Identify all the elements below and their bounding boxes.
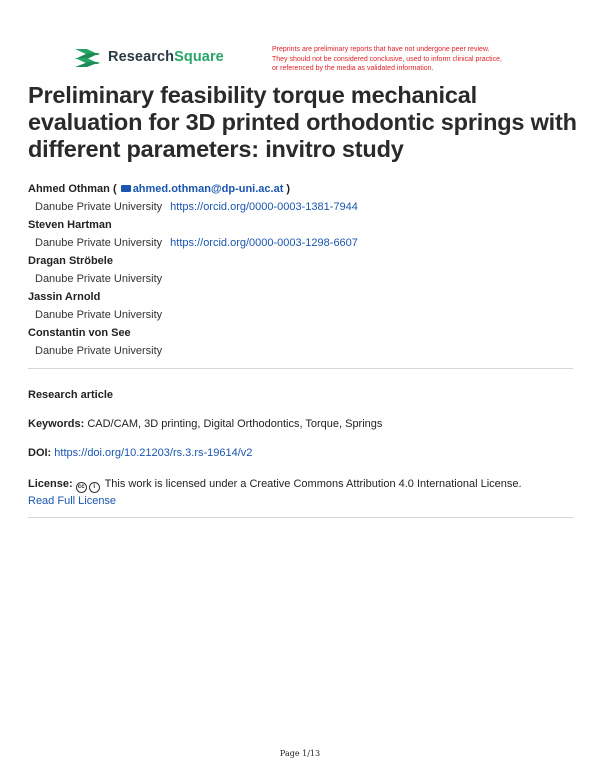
cc-icon: cc	[76, 482, 87, 493]
doi-link[interactable]: https://doi.org/10.21203/rs.3.rs-19614/v2	[54, 447, 253, 459]
keywords: Keywords: CAD/CAM, 3D printing, Digital Orthodontics, Torque, Springs	[28, 418, 383, 430]
orcid-link[interactable]: https://orcid.org/0000-0003-1381-7944	[170, 201, 358, 213]
disclaimer-line: or referenced by the media as validated information.	[272, 65, 434, 72]
read-full-license-link[interactable]: Read Full License	[28, 495, 117, 507]
article-type: Research article	[28, 389, 113, 401]
author-affiliation: Danube Private University https://orcid.org/0000-0003-1298-6607	[35, 237, 358, 249]
author-name: Ahmed Othman ( ahmed.othman@dp-uni.ac.at )	[28, 183, 291, 195]
page-number: Page 1/13	[279, 749, 321, 758]
author-affiliation: Danube Private University	[35, 309, 163, 321]
author-affiliation: Danube Private University	[35, 273, 163, 285]
by-icon: i	[89, 482, 100, 493]
orcid-link[interactable]: https://orcid.org/0000-0003-1298-6607	[170, 237, 358, 249]
license: License: cc i This work is licensed under a Creative Commons Attribution 4.0 International License. Read Full License	[28, 478, 522, 507]
author-affiliation: Danube Private University	[35, 345, 163, 357]
divider	[28, 368, 573, 369]
research-square-logo-icon	[74, 46, 101, 68]
research-square-logo[interactable]	[74, 46, 224, 68]
preprint-disclaimer	[272, 45, 542, 74]
author-name: Dragan Ströbele	[28, 255, 113, 267]
author-affiliation: Danube Private University https://orcid.org/0000-0003-1381-7944	[35, 201, 358, 213]
author-name: Jassin Arnold	[28, 291, 101, 303]
author-email-link[interactable]: ahmed.othman@dp-uni.ac.at	[132, 183, 284, 195]
disclaimer-line: Preprints are preliminary reports that have not undergone peer review.	[272, 46, 490, 53]
paper-title: Preliminary feasibility torque mechanical evaluation for 3D printed orthodontic springs with different parameters: invitro study	[28, 82, 577, 162]
doi: DOI: https://doi.org/10.21203/rs.3.rs-19614/v2	[28, 447, 253, 459]
author-name: Constantin von See	[28, 327, 131, 339]
logo-wordmark: ResearchSquare	[108, 49, 224, 65]
author-list	[28, 180, 588, 360]
author-name: Steven Hartman	[28, 219, 112, 231]
disclaimer-line: They should not be considered conclusive, used to inform clinical practice,	[272, 55, 502, 63]
divider	[28, 517, 573, 518]
envelope-icon	[121, 185, 131, 192]
